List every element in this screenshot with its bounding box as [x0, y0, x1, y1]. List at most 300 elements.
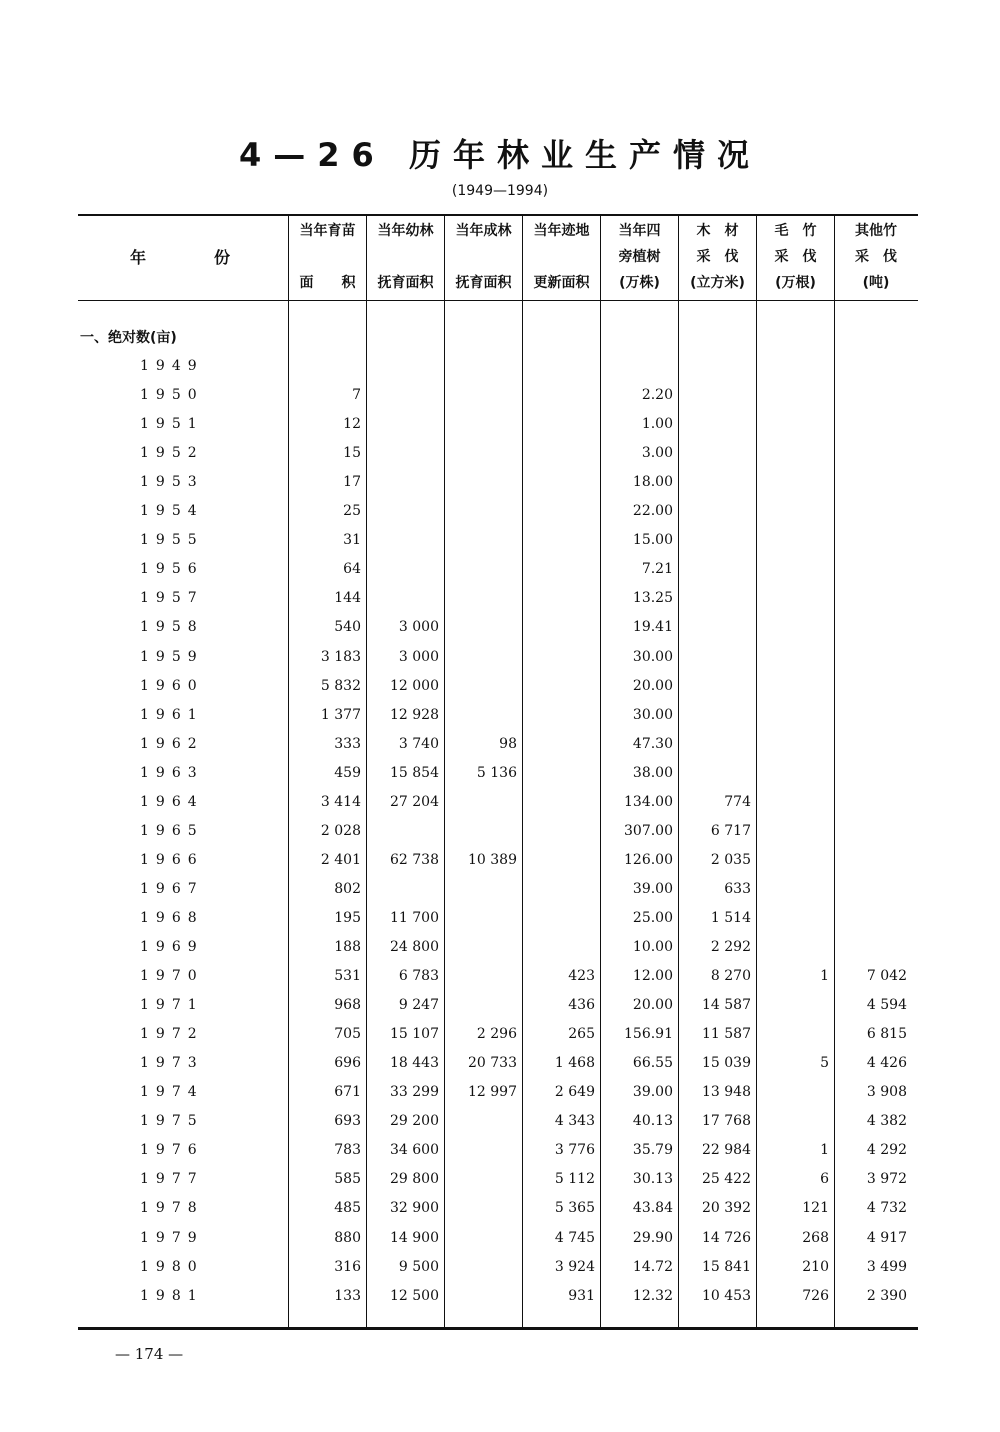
table-cell — [444, 410, 517, 439]
table-cell — [756, 672, 829, 701]
year-cell: 1955 — [140, 532, 204, 548]
table-cell — [678, 701, 751, 730]
table-cell — [444, 1224, 517, 1253]
table-cell: 3 000 — [398, 619, 439, 635]
year-cell: 1952 — [140, 445, 204, 461]
year-cell: 1980 — [140, 1259, 204, 1275]
table-cell: 19.41 — [632, 619, 673, 635]
table-row — [0, 1136, 1000, 1165]
table-cell — [756, 933, 829, 962]
table-cell: 3 908 — [866, 1084, 907, 1100]
column-header-line1: 当年迹地 — [533, 223, 590, 239]
table-cell — [756, 526, 829, 555]
table-row — [0, 439, 1000, 468]
table-cell: 3 414 — [320, 794, 361, 810]
table-cell: 2 649 — [554, 1084, 595, 1100]
column-header — [445, 218, 522, 296]
table-cell — [444, 1282, 517, 1311]
table-cell — [756, 352, 829, 381]
table-cell — [522, 730, 595, 759]
table-cell — [678, 468, 751, 497]
table-cell: 1.00 — [641, 416, 673, 432]
table-cell — [756, 468, 829, 497]
table-row — [0, 555, 1000, 584]
table-cell: 3 924 — [554, 1259, 595, 1275]
table-cell — [756, 555, 829, 584]
table-cell — [756, 410, 829, 439]
year-cell: 1954 — [140, 503, 204, 519]
table-cell: 22.00 — [632, 503, 673, 519]
table-cell: 12 000 — [390, 678, 439, 694]
table-cell: 5 136 — [476, 765, 517, 781]
column-header — [601, 218, 678, 296]
table-cell: 316 — [334, 1259, 361, 1275]
table-cell — [834, 904, 907, 933]
table-cell: 18 443 — [390, 1055, 439, 1071]
table-cell: 4 292 — [866, 1142, 907, 1158]
table-cell — [444, 788, 517, 817]
year-cell: 1970 — [140, 968, 204, 984]
table-cell: 2 390 — [866, 1288, 907, 1304]
table-cell — [522, 904, 595, 933]
table-cell: 423 — [568, 968, 595, 984]
table-cell: 25 422 — [702, 1171, 751, 1187]
table-cell — [522, 875, 595, 904]
year-cell: 1968 — [140, 910, 204, 926]
table-cell: 2 296 — [476, 1026, 517, 1042]
year-cell: 1967 — [140, 881, 204, 897]
table-cell — [678, 613, 751, 642]
table-cell: 30.00 — [632, 649, 673, 665]
table-title: 4—26 历年林业生产情况 — [239, 136, 761, 174]
table-cell: 14 900 — [390, 1230, 439, 1246]
table-cell — [756, 904, 829, 933]
table-cell — [834, 875, 907, 904]
table-cell: 1 468 — [554, 1055, 595, 1071]
table-cell: 66.55 — [632, 1055, 673, 1071]
table-cell — [444, 526, 517, 555]
table-cell: 20 392 — [702, 1200, 751, 1216]
year-cell: 1963 — [140, 765, 204, 781]
table-row — [0, 352, 1000, 381]
table-cell: 3 499 — [866, 1259, 907, 1275]
table-cell: 12 500 — [390, 1288, 439, 1304]
year-cell: 1966 — [140, 852, 204, 868]
table-cell — [366, 352, 439, 381]
table-cell: 2 292 — [710, 939, 751, 955]
table-row — [0, 1020, 1000, 1049]
table-cell: 671 — [334, 1084, 361, 1100]
table-cell — [678, 352, 751, 381]
year-cell: 1972 — [140, 1026, 204, 1042]
table-row — [0, 526, 1000, 555]
table-row — [0, 381, 1000, 410]
table-row — [0, 788, 1000, 817]
table-cell: 15 — [343, 445, 361, 461]
column-header — [679, 218, 756, 296]
table-cell — [834, 701, 907, 730]
table-cell — [756, 991, 829, 1020]
table-cell: 14 587 — [702, 997, 751, 1013]
table-cell — [834, 410, 907, 439]
table-cell — [834, 788, 907, 817]
table-cell: 47.30 — [632, 736, 673, 752]
table-cell — [444, 584, 517, 613]
table-cell — [366, 497, 439, 526]
table-cell — [444, 991, 517, 1020]
table-cell: 5 832 — [320, 678, 361, 694]
year-cell: 1965 — [140, 823, 204, 839]
table-cell — [522, 497, 595, 526]
year-cell: 1958 — [140, 619, 204, 635]
table-cell: 1 — [820, 1142, 829, 1158]
table-cell: 156.91 — [624, 1026, 673, 1042]
table-cell: 134.00 — [624, 794, 673, 810]
page-number: — 174 — — [115, 1345, 184, 1363]
table-cell — [444, 439, 517, 468]
year-cell: 1979 — [140, 1230, 204, 1246]
table-row — [0, 1078, 1000, 1107]
top-rule — [78, 214, 918, 216]
table-cell — [678, 439, 751, 468]
table-cell — [444, 817, 517, 846]
year-cell: 1978 — [140, 1200, 204, 1216]
table-cell: 4 594 — [866, 997, 907, 1013]
table-cell: 3.00 — [641, 445, 673, 461]
table-row — [0, 1224, 1000, 1253]
column-header-line1: 其他竹 — [855, 223, 897, 239]
column-header-line1: 当年幼林 — [377, 223, 434, 239]
table-cell — [756, 643, 829, 672]
table-subtitle: (1949—1994) — [451, 183, 549, 199]
table-cell — [678, 584, 751, 613]
table-cell: 3 740 — [398, 736, 439, 752]
table-cell: 485 — [334, 1200, 361, 1216]
year-cell: 1949 — [140, 358, 204, 374]
table-cell: 195 — [334, 910, 361, 926]
table-cell — [444, 1136, 517, 1165]
column-header-line3: 抚育面积 — [455, 275, 512, 291]
table-cell: 531 — [334, 968, 361, 984]
table-cell: 210 — [802, 1259, 829, 1275]
table-cell: 11 587 — [702, 1026, 751, 1042]
table-cell — [756, 381, 829, 410]
table-cell — [756, 613, 829, 642]
table-cell: 633 — [724, 881, 751, 897]
table-cell — [522, 410, 595, 439]
table-row — [0, 759, 1000, 788]
table-cell — [366, 468, 439, 497]
year-header-label-b: 份 — [214, 248, 231, 267]
table-cell — [678, 730, 751, 759]
table-cell — [444, 904, 517, 933]
year-cell: 1961 — [140, 707, 204, 723]
table-cell: 20.00 — [632, 678, 673, 694]
table-row — [0, 846, 1000, 875]
table-cell — [678, 643, 751, 672]
table-row — [0, 468, 1000, 497]
table-cell — [756, 1078, 829, 1107]
table-cell — [834, 526, 907, 555]
table-cell — [522, 788, 595, 817]
table-cell: 333 — [334, 736, 361, 752]
table-cell: 29 800 — [390, 1171, 439, 1187]
year-cell: 1960 — [140, 678, 204, 694]
table-cell — [444, 701, 517, 730]
table-cell — [444, 352, 517, 381]
table-cell — [678, 555, 751, 584]
table-row — [0, 497, 1000, 526]
year-cell: 1964 — [140, 794, 204, 810]
table-cell: 188 — [334, 939, 361, 955]
table-cell — [366, 875, 439, 904]
table-cell: 3 000 — [398, 649, 439, 665]
table-cell — [444, 468, 517, 497]
column-header-line2 — [367, 244, 444, 270]
table-cell: 31 — [343, 532, 361, 548]
table-row — [0, 1165, 1000, 1194]
table-cell: 64 — [343, 561, 361, 577]
table-cell: 25 — [343, 503, 361, 519]
table-cell: 38.00 — [632, 765, 673, 781]
table-cell: 13 948 — [702, 1084, 751, 1100]
year-cell: 1950 — [140, 387, 204, 403]
table-row — [0, 701, 1000, 730]
column-header-line1: 毛 竹 — [774, 223, 817, 239]
table-cell — [756, 439, 829, 468]
table-cell: 6 815 — [866, 1026, 907, 1042]
table-cell — [834, 643, 907, 672]
table-cell: 3 972 — [866, 1171, 907, 1187]
table-row — [0, 1282, 1000, 1311]
table-cell — [522, 555, 595, 584]
year-cell: 1974 — [140, 1084, 204, 1100]
table-cell — [756, 788, 829, 817]
table-cell: 15 854 — [390, 765, 439, 781]
table-cell — [756, 1107, 829, 1136]
table-row — [0, 962, 1000, 991]
table-cell — [834, 933, 907, 962]
table-cell — [834, 497, 907, 526]
table-cell: 20 733 — [468, 1055, 517, 1071]
table-cell: 696 — [334, 1055, 361, 1071]
table-cell — [522, 643, 595, 672]
table-cell: 10 453 — [702, 1288, 751, 1304]
table-cell: 39.00 — [632, 1084, 673, 1100]
table-cell: 307.00 — [624, 823, 673, 839]
table-row — [0, 584, 1000, 613]
column-header-line2: 采 伐 — [696, 249, 739, 265]
table-cell — [834, 846, 907, 875]
table-row — [0, 933, 1000, 962]
table-cell — [522, 526, 595, 555]
table-cell — [834, 352, 907, 381]
table-cell — [756, 497, 829, 526]
column-header-line1: 当年成林 — [455, 223, 512, 239]
year-cell: 1971 — [140, 997, 204, 1013]
column-header-line3: 更新面积 — [533, 275, 590, 291]
table-cell — [834, 439, 907, 468]
table-cell: 17 — [343, 474, 361, 490]
table-cell: 35.79 — [632, 1142, 673, 1158]
table-cell: 4 343 — [554, 1113, 595, 1129]
table-cell — [756, 1020, 829, 1049]
table-cell: 693 — [334, 1113, 361, 1129]
year-cell: 1976 — [140, 1142, 204, 1158]
column-header-line2: 旁植树 — [618, 249, 661, 265]
table-cell: 4 732 — [866, 1200, 907, 1216]
table-cell: 30.13 — [632, 1171, 673, 1187]
column-header-line3: (万根) — [775, 275, 816, 291]
table-cell: 802 — [334, 881, 361, 897]
table-cell: 25.00 — [632, 910, 673, 926]
table-cell: 265 — [568, 1026, 595, 1042]
column-header — [523, 218, 600, 296]
column-header-line1: 当年育苗 — [299, 223, 356, 239]
table-cell: 40.13 — [632, 1113, 673, 1129]
table-cell — [366, 381, 439, 410]
table-cell: 17 768 — [702, 1113, 751, 1129]
table-cell — [522, 439, 595, 468]
table-cell — [522, 613, 595, 642]
table-cell: 22 984 — [702, 1142, 751, 1158]
table-cell: 43.84 — [632, 1200, 673, 1216]
table-cell: 98 — [499, 736, 517, 752]
table-row — [0, 904, 1000, 933]
table-cell — [366, 555, 439, 584]
table-cell: 5 112 — [554, 1171, 595, 1187]
table-row — [0, 875, 1000, 904]
table-cell: 11 700 — [390, 910, 439, 926]
table-row — [0, 672, 1000, 701]
table-cell — [756, 584, 829, 613]
table-cell: 2.20 — [641, 387, 673, 403]
table-cell: 585 — [334, 1171, 361, 1187]
year-cell: 1975 — [140, 1113, 204, 1129]
year-cell: 1981 — [140, 1288, 204, 1304]
table-cell: 121 — [802, 1200, 829, 1216]
table-cell: 13.25 — [632, 590, 673, 606]
column-header-line3: 面 积 — [299, 275, 356, 291]
table-cell: 880 — [334, 1230, 361, 1246]
table-cell: 5 365 — [554, 1200, 595, 1216]
table-cell: 3 776 — [554, 1142, 595, 1158]
table-cell — [678, 759, 751, 788]
table-cell: 133 — [334, 1288, 361, 1304]
table-cell: 9 500 — [398, 1259, 439, 1275]
column-header-line3: (万株) — [619, 275, 660, 291]
table-cell: 15.00 — [632, 532, 673, 548]
table-cell — [678, 381, 751, 410]
table-cell: 12.00 — [632, 968, 673, 984]
table-cell: 32 900 — [390, 1200, 439, 1216]
year-cell: 1962 — [140, 736, 204, 752]
table-row — [0, 817, 1000, 846]
table-cell: 4 426 — [866, 1055, 907, 1071]
table-cell: 7 — [352, 387, 361, 403]
table-cell: 459 — [334, 765, 361, 781]
table-cell — [522, 584, 595, 613]
table-cell: 4 745 — [554, 1230, 595, 1246]
table-cell — [444, 643, 517, 672]
table-cell: 540 — [334, 619, 361, 635]
table-cell: 20.00 — [632, 997, 673, 1013]
table-cell: 1 — [820, 968, 829, 984]
table-cell: 5 — [820, 1055, 829, 1071]
table-cell: 27 204 — [390, 794, 439, 810]
table-cell — [678, 526, 751, 555]
section-label: 一、绝对数(亩) — [80, 330, 177, 346]
year-header-label-a: 年 — [130, 248, 147, 267]
table-row — [0, 991, 1000, 1020]
table-cell: 774 — [724, 794, 751, 810]
table-cell: 126.00 — [624, 852, 673, 868]
table-cell — [366, 439, 439, 468]
table-cell — [522, 672, 595, 701]
table-cell: 6 783 — [398, 968, 439, 984]
table-cell — [756, 846, 829, 875]
table-row — [0, 730, 1000, 759]
header-rule — [78, 300, 918, 301]
table-cell — [756, 730, 829, 759]
table-row — [0, 410, 1000, 439]
table-cell: 18.00 — [632, 474, 673, 490]
table-cell: 6 — [820, 1171, 829, 1187]
table-cell: 2 401 — [320, 852, 361, 868]
table-row — [0, 1253, 1000, 1282]
column-header — [835, 218, 917, 296]
table-cell: 14 726 — [702, 1230, 751, 1246]
column-header-line1: 木 材 — [696, 223, 739, 239]
table-cell — [522, 846, 595, 875]
table-row — [0, 1049, 1000, 1078]
table-cell: 268 — [802, 1230, 829, 1246]
table-cell: 4 382 — [866, 1113, 907, 1129]
table-cell: 1 377 — [320, 707, 361, 723]
table-cell — [834, 468, 907, 497]
table-cell — [834, 730, 907, 759]
table-cell: 8 270 — [710, 968, 751, 984]
table-cell: 2 035 — [710, 852, 751, 868]
year-cell: 1951 — [140, 416, 204, 432]
table-cell — [756, 875, 829, 904]
table-cell — [834, 555, 907, 584]
table-cell: 968 — [334, 997, 361, 1013]
table-row — [0, 643, 1000, 672]
table-cell — [756, 759, 829, 788]
table-cell — [522, 381, 595, 410]
table-cell — [522, 817, 595, 846]
table-cell: 33 299 — [390, 1084, 439, 1100]
table-cell — [444, 1194, 517, 1223]
table-cell: 726 — [802, 1288, 829, 1304]
table-cell — [522, 701, 595, 730]
table-cell — [444, 962, 517, 991]
table-cell — [522, 933, 595, 962]
column-header-line2 — [445, 244, 522, 270]
table-cell: 12 928 — [390, 707, 439, 723]
table-cell — [522, 352, 595, 381]
column-header-line2 — [289, 244, 366, 270]
table-cell — [444, 1253, 517, 1282]
table-cell — [834, 817, 907, 846]
table-cell — [444, 497, 517, 526]
table-cell — [444, 672, 517, 701]
table-cell — [366, 817, 439, 846]
column-header — [367, 218, 444, 296]
column-header-line3: (立方米) — [690, 275, 745, 291]
year-cell: 1977 — [140, 1171, 204, 1187]
